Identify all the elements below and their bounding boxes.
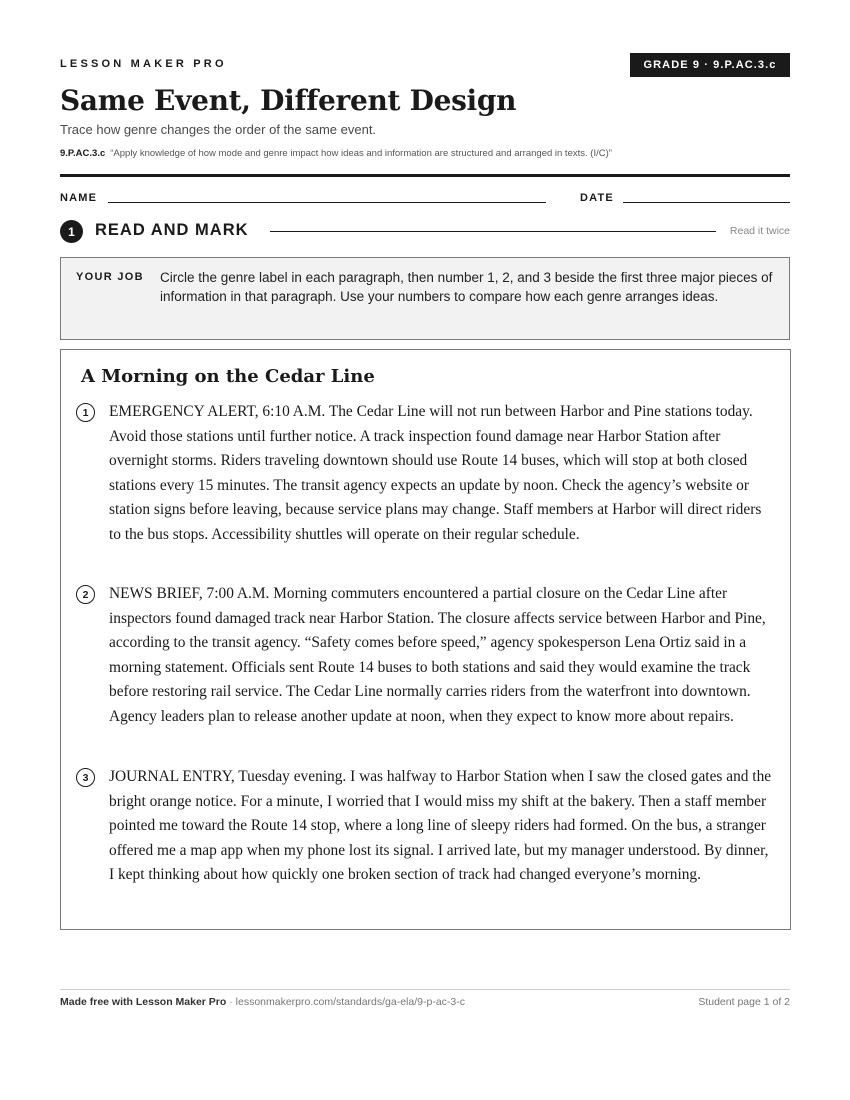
section-rule bbox=[270, 231, 716, 232]
standard-text: “Apply knowledge of how mode and genre impact how ideas and information are structured and arranged in texts. (I/C)” bbox=[110, 148, 612, 159]
section-number-badge: 1 bbox=[60, 220, 83, 243]
paragraph-number-2: 2 bbox=[76, 585, 95, 604]
name-label: NAME bbox=[60, 192, 98, 204]
job-label: YOUR JOB bbox=[76, 271, 144, 283]
job-text: Circle the genre label in each paragraph, then number 1, 2, and 3 beside the first three major pieces of information in that paragraph. Use your numbers to compare how each genre arranges ideas. bbox=[160, 270, 773, 304]
grade-badge: GRADE 9 · 9.P.AC.3.c bbox=[630, 53, 790, 77]
standard-line bbox=[60, 148, 612, 159]
section-hint: Read it twice bbox=[729, 225, 790, 237]
paragraph-2: NEWS BRIEF, 7:00 A.M. Morning commuters encountered a partial closure on the Cedar Line after inspectors found damaged track near Harbor Station. The closure affects service between Harbor and Pine, according to the transit agency. “Safety comes before speed,” agency spokesperson Lena Ortiz said in a morning statement. Officials sent Route 14 buses to both stations and said they would examine the track before restoring rail service. The Cedar Line normally carries riders from the waterfront into downtown. Agency leaders plan to release another update at noon, when they expect to know more about repairs. bbox=[109, 585, 766, 725]
footer-link[interactable]: · lessonmakerpro.com/standards/ga-ela/9-p-ac-3-c bbox=[226, 996, 465, 1008]
passage-title: A Morning on the Cedar Line bbox=[81, 366, 375, 387]
page-title: Same Event, Different Design bbox=[60, 84, 517, 117]
footer-divider bbox=[60, 989, 790, 990]
name-field[interactable] bbox=[108, 202, 546, 203]
paragraph-number-1: 1 bbox=[76, 403, 95, 422]
header-divider bbox=[60, 174, 790, 177]
footer-credit bbox=[60, 996, 465, 1008]
standard-code: 9.P.AC.3.c bbox=[60, 148, 106, 159]
footer-made-with: Made free with Lesson Maker Pro bbox=[60, 996, 227, 1008]
paragraph-1: EMERGENCY ALERT, 6:10 A.M. The Cedar Line will not run between Harbor and Pine stations today. Avoid those stations until further notice. A track inspection found damage near Harbor Station after overnight storms. Riders traveling downtown should use Route 14 buses, which will stop at both closed stations every 15 minutes. The transit agency expects an update by noon. Check the agency’s website or station signs before leaving, because service plans may change. Staff members at Harbor will direct riders to the bus stops. Accessibility shuttles will operate on their regular schedule. bbox=[109, 403, 762, 543]
section-title: READ AND MARK bbox=[95, 221, 249, 239]
date-field[interactable] bbox=[623, 202, 790, 203]
brand-name: LESSON MAKER PRO bbox=[60, 58, 227, 70]
job-instructions-box bbox=[60, 257, 790, 340]
date-label: DATE bbox=[580, 192, 614, 204]
paragraph-3: JOURNAL ENTRY, Tuesday evening. I was halfway to Harbor Station when I saw the closed gates and the bright orange notice. For a minute, I worried that I would miss my shift at the bakery. Then a staff member pointed me toward the Route 14 stop, where a long line of sleepy riders had formed. On the bus, a stranger offered me a map app when my phone lost its signal. I arrived late, but my manager understood. By dinner, I kept thinking about how quickly one broken section of track had changed everyone’s morning. bbox=[109, 768, 772, 883]
passage-box bbox=[60, 349, 791, 930]
footer-page-number: Student page 1 of 2 bbox=[698, 996, 790, 1008]
paragraph-number-3: 3 bbox=[76, 768, 95, 787]
page-subtitle: Trace how genre changes the order of the same event. bbox=[60, 122, 377, 137]
